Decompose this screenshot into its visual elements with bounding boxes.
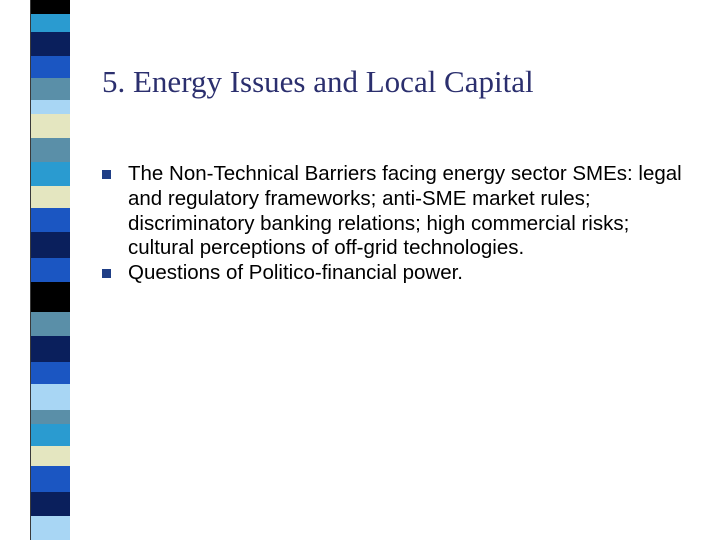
stripe-block	[30, 492, 70, 516]
stripe-block	[30, 384, 70, 410]
square-bullet-icon	[102, 269, 111, 278]
stripe-block	[30, 56, 70, 78]
bullet-list	[100, 162, 700, 286]
stripe-block	[30, 516, 70, 540]
stripe-block	[30, 100, 70, 114]
stripe-block	[30, 186, 70, 208]
stripe-block	[30, 410, 70, 424]
stripe-block	[30, 362, 70, 384]
stripe-block	[30, 232, 70, 258]
stripe-block	[30, 424, 70, 446]
stripe-block	[30, 0, 70, 14]
stripe-block	[30, 32, 70, 56]
stripe-block	[30, 446, 70, 466]
stripe-block	[30, 162, 70, 186]
stripe-block	[30, 466, 70, 492]
slide-title: 5. Energy Issues and Local Capital	[102, 64, 534, 99]
bullet-item	[100, 261, 700, 286]
bullet-text: Questions of Politico-financial power.	[128, 261, 464, 285]
stripe-block	[30, 208, 70, 232]
stripe-block	[30, 78, 70, 100]
stripe-block	[30, 14, 70, 32]
decorative-stripe	[30, 0, 70, 540]
stripe-block	[30, 282, 70, 312]
stripe-block	[30, 114, 70, 138]
bullet-text: The Non-Technical Barriers facing energy sector SMEs: legal and regulatory frameworks; anti-SME market rules; discriminatory banking relations; high commercial risks; cultural perceptions of off-grid technologies.	[128, 162, 682, 260]
bullet-item	[100, 162, 700, 261]
stripe-block	[30, 336, 70, 362]
stripe-block	[30, 312, 70, 336]
stripe-block	[30, 138, 70, 162]
stripe-edge-line	[30, 0, 31, 540]
square-bullet-icon	[102, 170, 111, 179]
stripe-block	[30, 258, 70, 282]
